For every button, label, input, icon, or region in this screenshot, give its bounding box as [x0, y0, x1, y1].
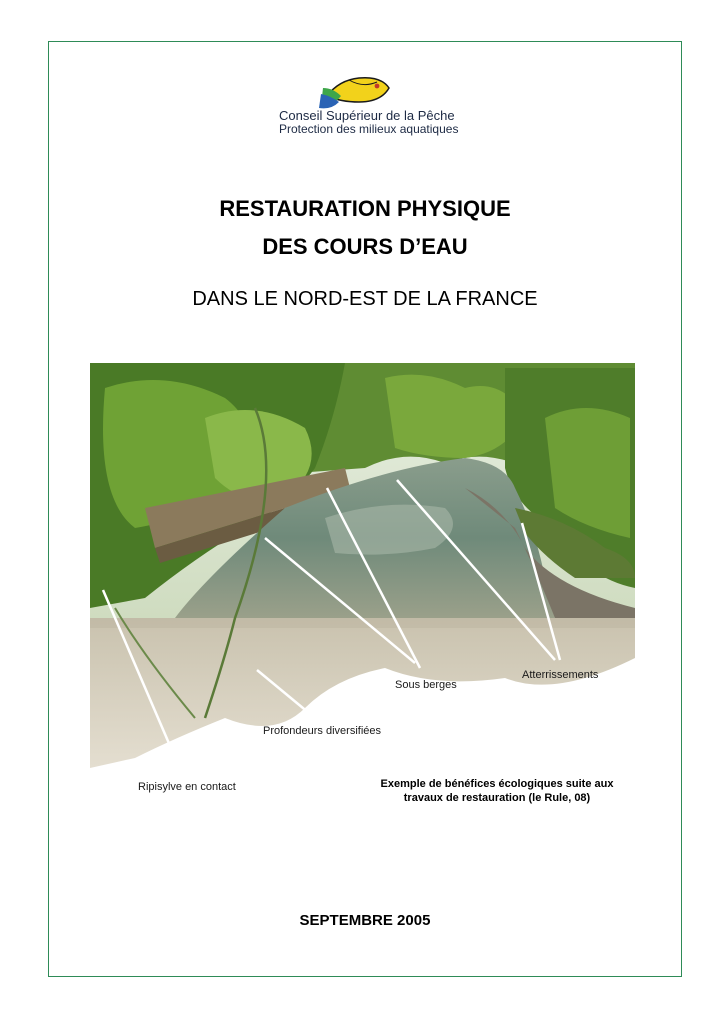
- annotation-profondeurs: Profondeurs diversifiées: [263, 725, 382, 737]
- photo-caption: [360, 777, 634, 805]
- document-title-line1: RESTAURATION PHYSIQUE: [219, 196, 511, 221]
- annotation-ripisylve: Ripisylve en contact: [138, 781, 236, 793]
- publication-date: SEPTEMBRE 2005: [299, 912, 431, 929]
- annotation-sous-berges: Sous berges: [395, 679, 457, 691]
- logo-subtitle: Protection des milieux aquatiques: [279, 122, 459, 136]
- csp-logo: [275, 64, 460, 138]
- logo-title: Conseil Supérieur de la Pêche: [279, 108, 455, 123]
- document-subtitle: DANS LE NORD-EST DE LA FRANCE: [192, 288, 538, 310]
- fish-logo-icon: [319, 66, 393, 110]
- annotation-atterrissements: Atterrissements: [522, 669, 599, 681]
- photo-caption-line1: Exemple de bénéfices écologiques suite aux: [380, 778, 614, 790]
- photo-caption-line2: travaux de restauration (le Rule, 08): [403, 792, 591, 804]
- document-title-line2: DES COURS D’EAU: [262, 234, 468, 259]
